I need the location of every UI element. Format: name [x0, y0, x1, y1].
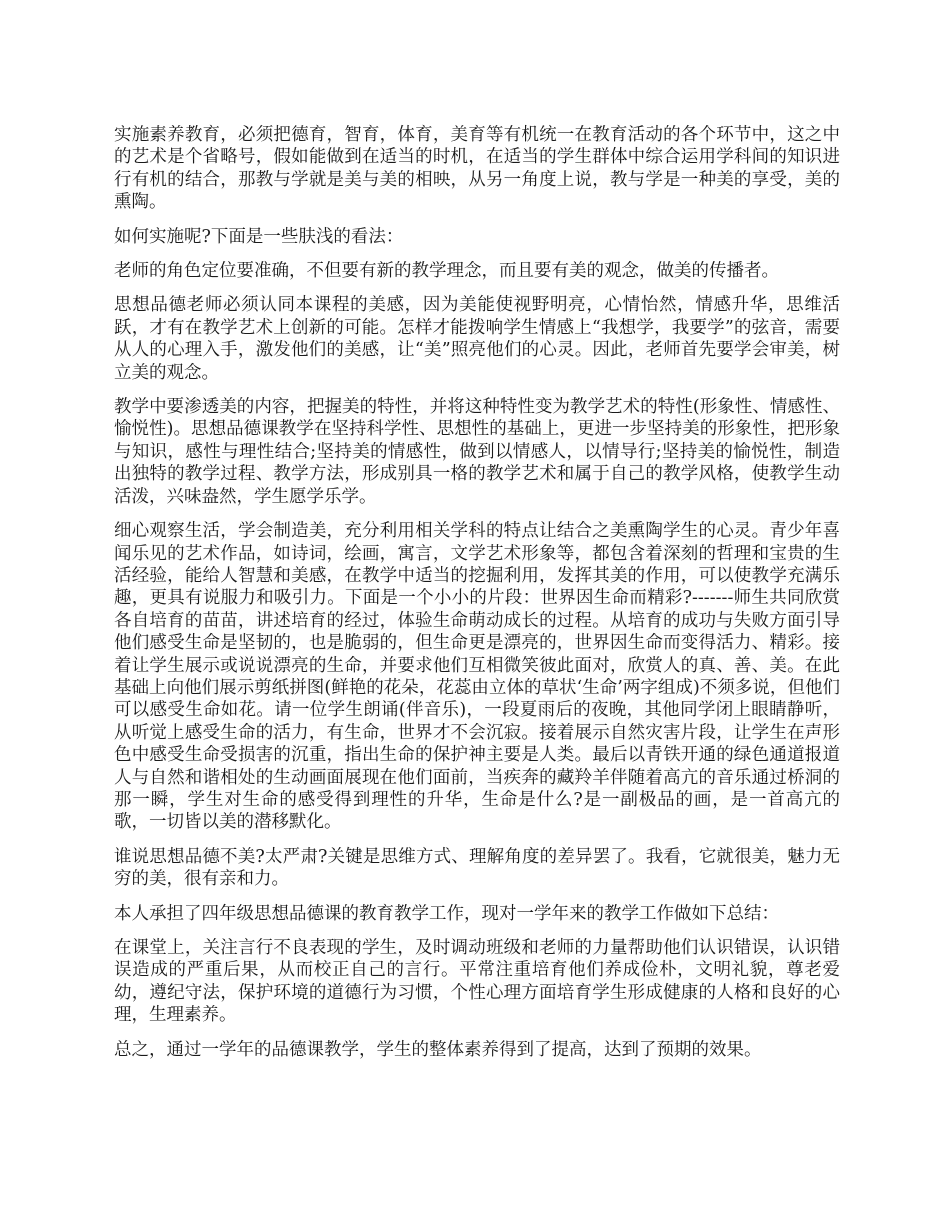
paragraph-1: 实施素养教育，必须把德育，智育，体育，美育等有机统一在教育活动的各个环节中，这之中的艺术是个省略号，假如能做到在适当的时机，在适当的学生群体中综合运用学科间的知识进行有机的结合，那教与学就是美与美的相映，从另一角度上说，教与学是一种美的享受，美的熏陶。 [114, 125, 840, 213]
paragraph-3: 老师的角色定位要准确，不但要有新的教学理念，而且要有美的观念，做美的传播者。 [114, 261, 779, 282]
paragraph-6: 细心观察生活，学会制造美，充分利用相关学科的特点让结合之美熏陶学生的心灵。青少年喜闻乐见的艺术作品，如诗词，绘画，寓言，文学艺术形象等，都包含着深刻的哲理和宝贵的生活经验，能给人智慧和美感，在教学中适当的挖掘利用，发挥其美的作用，可以使教学充满乐趣，更具有说服力和吸引力。下面是一个小小的片段：世界因生命而精彩?-------师生共同欣赏各自培育的苗苗，讲述培育的经过，体验生命萌动成长的过程。从培育的成功与失败方面引导他们感受生命是坚韧的，也是脆弱的，但生命更是漂亮的，世界因生命而变得活力、精彩。接着让学生展示或说说漂亮的生命，并要求他们互相微笑彼此面对，欣赏人的真、善、美。在此基础上向他们展示剪纸拼图(鲜艳的花朵，花蕊由立体的草状‘生命’两字组成)不须多说，但他们可以感受生命如花。请一位学生朗诵(伴音乐)，一段夏雨后的夜晚，其他同学闭上眼睛静听，从听觉上感受生命的活力，有生命，世界才不会沉寂。接着展示自然灾害片段，让学生在声形色中感受生命受损害的沉重，指出生命的保护神主要是人类。最后以青铁开通的绿色通道报道人与自然和谐相处的生动画面展现在他们面前，当疾奔的藏羚羊伴随着高亢的音乐通过桥洞的那一瞬，学生对生命的感受得到理性的升华，生命是什么?是一副极品的画，是一首高亢的歌，一切皆以美的潜移默化。 [114, 521, 840, 833]
paragraph-8: 本人承担了四年级思想品德课的教育教学工作，现对一学年来的教学工作做如下总结： [114, 903, 779, 924]
paragraph-4: 思想品德老师必须认同本课程的美感，因为美能使视野明亮，心情怡然，情感升华，思维活跃，才有在教学艺术上创新的可能。怎样才能拨响学生情感上“我想学，我要学”的弦音，需要从人的心理入手，激发他们的美感，让“美”照亮他们的心灵。因此，老师首先要学会审美，树立美的观念。 [114, 295, 840, 383]
document-page [114, 124, 840, 1073]
paragraph-10: 总之，通过一学年的品德课教学，学生的整体素养得到了提高，达到了预期的效果。 [114, 1039, 762, 1060]
paragraph-7: 谁说思想品德不美?太严肃?关键是思维方式、理解角度的差异罢了。我看，它就很美，魅力无穷的美，很有亲和力。 [114, 846, 840, 890]
paragraph-5: 教学中要渗透美的内容，把握美的特性，并将这种特性变为教学艺术的特性(形象性、情感性、愉悦性)。思想品德课教学在坚持科学性、思想性的基础上，更进一步坚持美的形象性，把形象与知识，感性与理性结合;坚持美的情感性，做到以情感人，以情导行;坚持美的愉悦性，制造出独特的教学过程、教学方法，形成别具一格的教学艺术和属于自己的教学风格，使教学生动活泼，兴味盎然，学生愿学乐学。 [114, 397, 840, 507]
paragraph-9: 在课堂上，关注言行不良表现的学生，及时调动班级和老师的力量帮助他们认识错误，认识错误造成的严重后果，从而校正自己的言行。平常注重培育他们养成俭朴，文明礼貌，尊老爱幼，遵纪守法，保护环境的道德行为习惯，个性心理方面培育学生形成健康的人格和良好的心理，生理素养。 [114, 938, 840, 1026]
paragraph-2: 如何实施呢?下面是一些肤浅的看法： [114, 226, 404, 247]
